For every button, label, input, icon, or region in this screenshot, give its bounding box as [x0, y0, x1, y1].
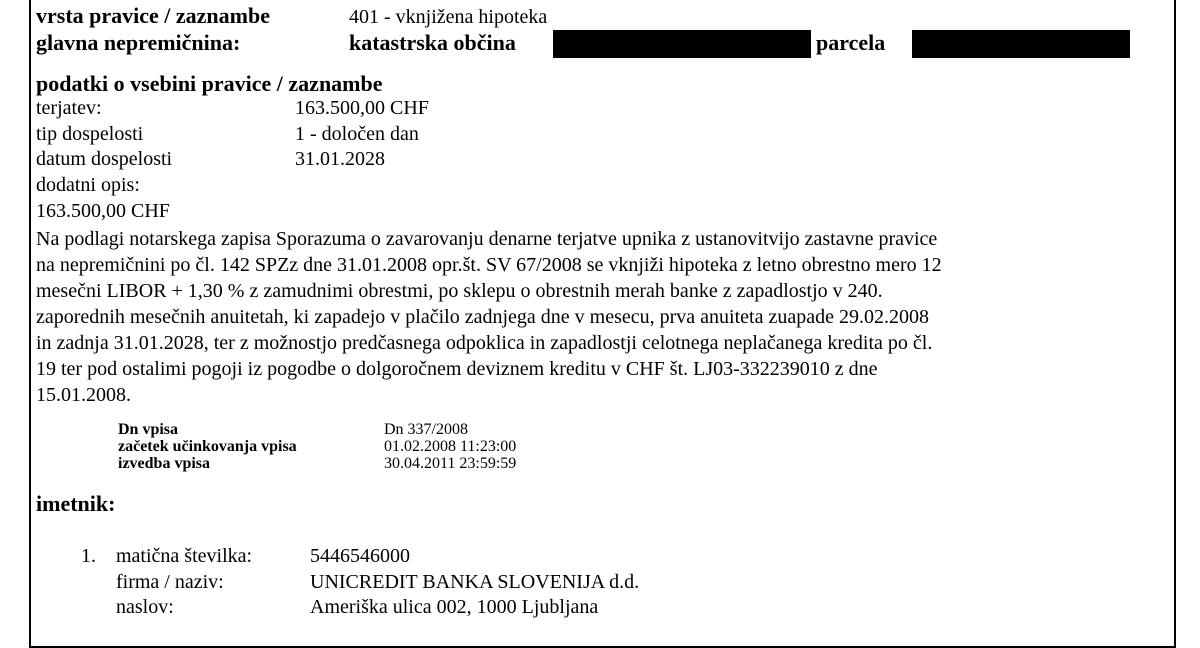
- additional-description-label: dodatni opis:: [36, 174, 140, 196]
- description-line: na nepremičnini po čl. 142 SPZz dne 31.01.2008 opr.št. SV 67/2008 se vknjiži hipoteka z letno obrestno mero 12: [36, 254, 942, 276]
- claim-value: 163.500,00 CHF: [295, 97, 429, 119]
- address-value: Ameriška ulica 002, 1000 Ljubljana: [310, 596, 599, 618]
- registration-number-value: 5446546000: [310, 545, 410, 567]
- description-line: in zadnja 31.01.2028, ter z možnostjo predčasnega odpoklica in zapadlostji celotnega neplačanega kredita po čl.: [36, 332, 933, 354]
- company-name-label: firma / naziv:: [116, 571, 224, 593]
- address-label: naslov:: [116, 596, 174, 618]
- maturity-date-label: datum dospelosti: [36, 148, 173, 170]
- description-line: mesečni LIBOR + 1,30 % z zamudnimi obrestmi, po sklepu o obrestnih merah banke z zapadlostjo v 240.: [36, 280, 883, 302]
- holder-title: imetnik:: [36, 491, 116, 516]
- description-line: Na podlagi notarskega zapisa Sporazuma o zavarovanju denarne terjatve upnika z ustanovitvijo zastavne pravice: [36, 228, 938, 250]
- description-line: 15.01.2008.: [36, 384, 131, 406]
- holder-index: 1.: [81, 545, 96, 567]
- company-name-value: UNICREDIT BANKA SLOVENIJA d.d.: [310, 571, 640, 593]
- registration-number-label: matična številka:: [116, 545, 253, 567]
- cadastral-label: katastrska občina: [349, 30, 516, 55]
- effect-start-value: 01.02.2008 11:23:00: [384, 438, 517, 455]
- description-paragraph: [36, 226, 1166, 408]
- execution-label: izvedba vpisa: [118, 455, 211, 472]
- maturity-date-value: 31.01.2028: [295, 148, 385, 170]
- dn-value: Dn 337/2008: [384, 421, 468, 438]
- parcel-label: parcela: [816, 30, 886, 55]
- parcel-redaction: [912, 30, 1130, 58]
- cadastral-redaction: [553, 30, 811, 58]
- dn-label: Dn vpisa: [118, 421, 179, 438]
- claim-label: terjatev:: [36, 97, 102, 119]
- execution-value: 30.04.2011 23:59:59: [384, 455, 517, 472]
- maturity-type-value: 1 - določen dan: [295, 123, 419, 145]
- details-section-title: podatki o vsebini pravice / zaznambe: [36, 71, 383, 96]
- right-type-value: 401 - vknjižena hipoteka: [349, 6, 548, 28]
- right-type-label: vrsta pravice / zaznambe: [36, 3, 270, 28]
- additional-amount: 163.500,00 CHF: [36, 200, 170, 222]
- description-line: 19 ter pod ostalimi pogoji iz pogodbe o dolgoročnem deviznem kreditu v CHF št. LJ03-332239010 z dne: [36, 358, 878, 380]
- description-line: zaporednih mesečnih anuitetah, ki zapadejo v plačilo zadnjega dne v mesecu, prva anuiteta zuapade 29.02.2008: [36, 306, 929, 328]
- effect-start-label: začetek učinkovanja vpisa: [118, 438, 297, 455]
- maturity-type-label: tip dospelosti: [36, 123, 144, 145]
- main-property-label: glavna nepremičnina:: [36, 30, 241, 55]
